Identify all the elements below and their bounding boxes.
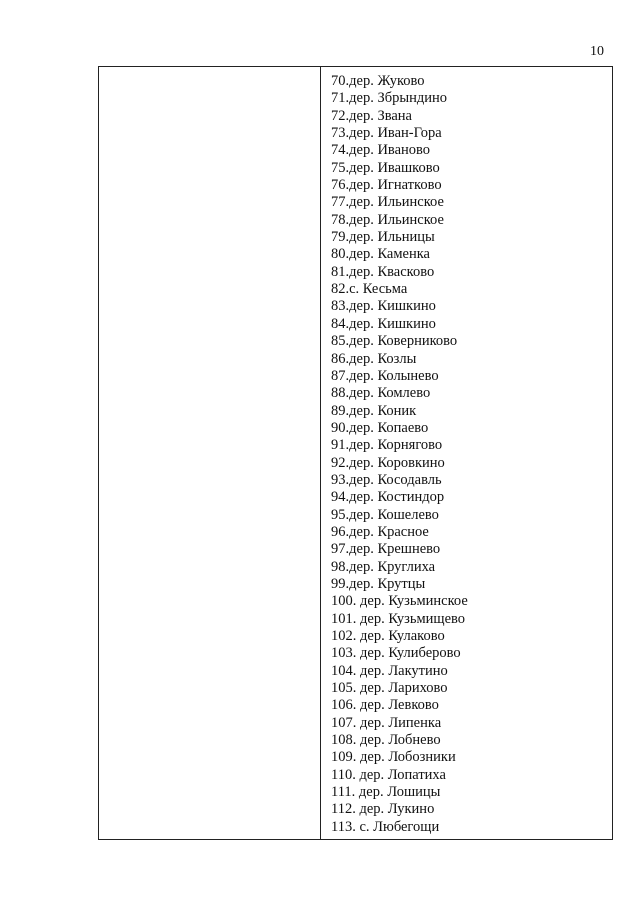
list-item: 71.дер. Збрындино (331, 90, 447, 107)
list-item: 76.дер. Игнатково (331, 177, 442, 194)
list-item: 101. дер. Кузьмищево (331, 610, 466, 627)
list-item: 106. дер. Левково (331, 697, 439, 714)
list-item: 112. дер. Лукино (331, 801, 435, 818)
list-item: 109. дер. Лобозники (331, 749, 456, 766)
list-item: 108. дер. Лобнево (331, 732, 441, 749)
list-item: 73.дер. Иван-Гора (331, 125, 442, 142)
list-item: 105. дер. Ларихово (331, 680, 448, 697)
list-item: 79.дер. Ильницы (331, 229, 435, 246)
list-item: 80.дер. Каменка (331, 246, 430, 263)
list-item: 83.дер. Кишкино (331, 298, 436, 315)
list-item: 107. дер. Липенка (331, 714, 442, 731)
list-item: 82.с. Кесьма (331, 281, 408, 298)
list-item: 84.дер. Кишкино (331, 315, 436, 332)
list-item: 75.дер. Ивашково (331, 159, 440, 176)
village-list (331, 73, 612, 836)
list-item: 94.дер. Костиндор (331, 489, 445, 506)
list-item: 74.дер. Иваново (331, 142, 431, 159)
list-item: 91.дер. Корнягово (331, 437, 443, 454)
list-item: 98.дер. Круглиха (331, 558, 436, 575)
table-right-cell (321, 67, 612, 839)
list-item: 111. дер. Лошицы (331, 784, 441, 801)
list-item: 103. дер. Кулиберово (331, 645, 461, 662)
page-number: 10 (590, 44, 604, 59)
list-item: 86.дер. Козлы (331, 350, 417, 367)
list-item: 78.дер. Ильинское (331, 211, 444, 228)
settlements-table (98, 66, 613, 840)
list-item: 97.дер. Крешнево (331, 541, 441, 558)
list-item: 102. дер. Кулаково (331, 628, 445, 644)
list-item: 77.дер. Ильинское (331, 194, 444, 211)
list-item: 89.дер. Коник (331, 402, 417, 419)
list-item: 88.дер. Комлево (331, 385, 431, 402)
list-item: 85.дер. Коверниково (331, 333, 458, 350)
list-item: 92.дер. Коровкино (331, 454, 445, 471)
list-item: 99.дер. Крутцы (331, 575, 426, 592)
list-item: 93.дер. Косодавль (331, 471, 442, 488)
list-item: 90.дер. Копаево (331, 419, 429, 436)
list-item: 81.дер. Квасково (331, 263, 435, 280)
list-item: 113. с. Любегощи (331, 818, 440, 835)
list-item: 87.дер. Колынево (331, 367, 439, 384)
list-item: 104. дер. Лакутино (331, 662, 448, 679)
list-item: 70.дер. Жуково (331, 73, 425, 89)
list-item: 96.дер. Красное (331, 523, 429, 540)
table-left-cell (99, 67, 321, 839)
list-item: 72.дер. Звана (331, 107, 412, 124)
list-item: 100. дер. Кузьминское (331, 593, 468, 610)
list-item: 110. дер. Лопатиха (331, 766, 446, 783)
list-item: 95.дер. Кошелево (331, 506, 439, 523)
